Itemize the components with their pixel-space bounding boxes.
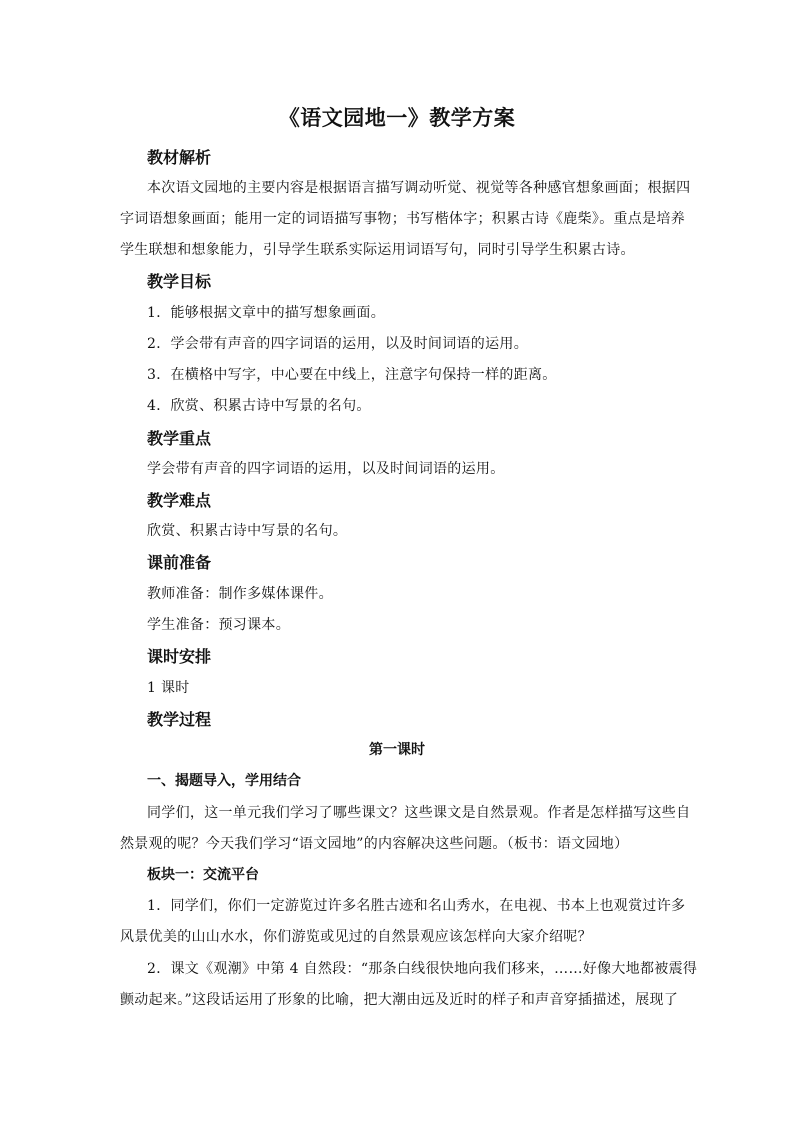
heading-difficulty: 教学难点 <box>147 491 212 510</box>
goal-item-2: 2．学会带有声音的四字词语的运用，以及时间词语的运用。 <box>147 336 529 352</box>
heading-preparation: 课前准备 <box>147 553 212 572</box>
heading-schedule: 课时安排 <box>147 647 212 666</box>
analysis-line-1: 本次语文园地的主要内容是根据语言描写调动听觉、视觉等各种感官想象画面；根据四 <box>147 180 691 196</box>
difficulty-text: 欣赏、积累古诗中写景的名句。 <box>147 523 348 539</box>
analysis-line-3: 学生联想和想象能力，引导学生联系实际运用词语写句，同时引导学生积累古诗。 <box>120 242 635 258</box>
lesson-title: 第一课时 <box>369 742 425 758</box>
block1-line-2: 风景优美的山山水水，你们游览或见过的自然景观应该怎样向大家介绍呢？ <box>120 929 592 945</box>
heading-key-point: 教学重点 <box>147 429 212 448</box>
goal-item-3: 3．在横格中写字，中心要在中线上，注意字句保持一样的距离。 <box>147 367 557 383</box>
part1-line-1: 同学们，这一单元我们学习了哪些课文？这些课文是自然景观。作者是怎样描写这些自 <box>147 805 691 821</box>
block1-line-4: 颤动起来。”这段话运用了形象的比喻，把大潮由远及近时的样子和声音穿插描述，展现了 <box>120 992 679 1008</box>
heading-analysis: 教材解析 <box>147 148 212 167</box>
goal-item-4: 4．欣赏、积累古诗中写景的名句。 <box>147 398 371 414</box>
preparation-teacher: 教师准备：制作多媒体课件。 <box>147 586 333 602</box>
block1-line-1: 1．同学们，你们一定游览过许多名胜古迹和名山秀水，在电视、书本上也观赏过许多 <box>147 898 686 914</box>
document-title: 《语文园地一》教学方案 <box>278 105 516 130</box>
schedule-text: 1 课时 <box>147 680 190 696</box>
heading-goals: 教学目标 <box>147 272 212 291</box>
goal-item-1: 1．能够根据文章中的描写想象画面。 <box>147 305 386 321</box>
key-point-text: 学会带有声音的四字词语的运用，以及时间词语的运用。 <box>147 461 505 477</box>
heading-process: 教学过程 <box>147 710 212 729</box>
part1-line-2: 然景观的呢？今天我们学习“语文园地”的内容解决这些问题。（板书：语文园地） <box>120 836 629 852</box>
block1-title: 板块一：交流平台 <box>147 867 259 883</box>
part1-title: 一、揭题导入，学用结合 <box>147 773 301 789</box>
preparation-student: 学生准备：预习课本。 <box>147 617 290 633</box>
block1-line-3: 2．课文《观潮》中第 4 自然段：“那条白线很快地向我们移来，……好像大地都被震得 <box>147 961 698 977</box>
analysis-line-2: 字词语想象画面；能用一定的词语描写事物；书写楷体字；积累古诗《鹿柴》。重点是培养 <box>120 211 685 227</box>
